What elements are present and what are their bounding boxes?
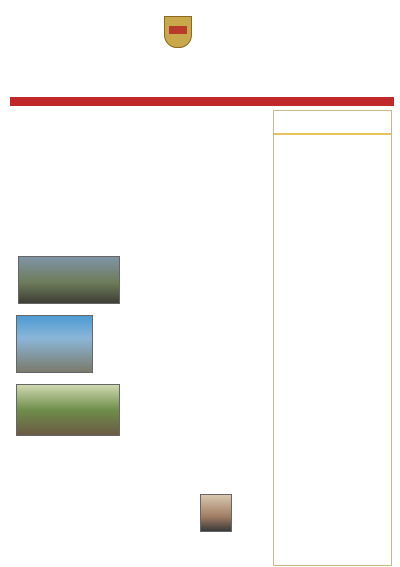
issue-info-bar — [10, 97, 394, 106]
credit — [51, 99, 59, 104]
agenda-panel — [273, 110, 392, 566]
credit — [19, 99, 27, 104]
credit — [43, 99, 51, 104]
band-photo — [18, 256, 120, 304]
article-column — [10, 108, 268, 560]
author-portrait — [200, 494, 232, 532]
pipers-photo — [16, 315, 93, 373]
credit — [27, 99, 35, 104]
race-photo — [16, 384, 120, 436]
crest-icon — [164, 16, 192, 48]
credit — [35, 99, 43, 104]
masthead — [0, 0, 400, 96]
agenda-title — [274, 111, 391, 135]
issue-number — [10, 99, 19, 105]
